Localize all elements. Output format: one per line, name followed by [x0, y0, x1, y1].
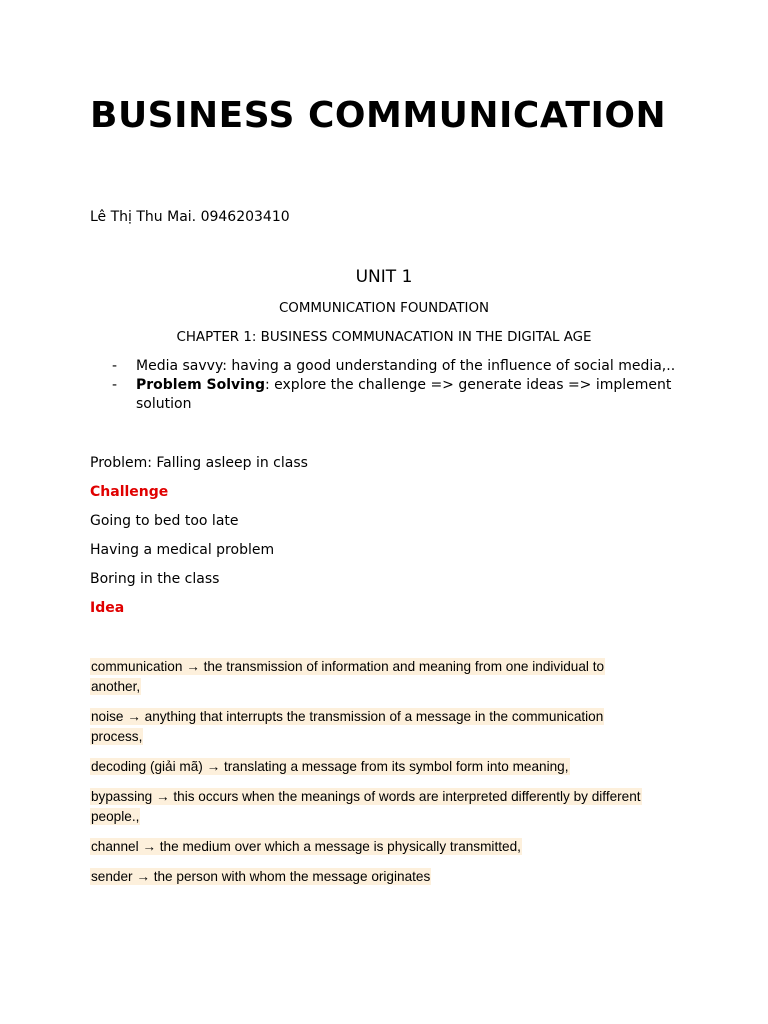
bullet-text-continued: solution	[136, 396, 192, 412]
definition-line: noise → anything that interrupts the transmission of a message in the communication	[91, 709, 604, 724]
definition-line: decoding (giải mã) → translating a message from its symbol form into meaning,	[91, 759, 569, 774]
definition-line: channel → the medium over which a message is physically transmitted,	[91, 839, 521, 854]
definition-line: process,	[91, 729, 143, 744]
chapter-heading: CHAPTER 1: BUSINESS COMMUNACATION IN THE DIGITAL AGE	[176, 330, 592, 345]
bullet-text: Media savvy: having a good understanding of the influence of social media,..	[136, 358, 676, 374]
unit-heading: UNIT 1	[355, 267, 413, 287]
bullet-dash: -	[112, 377, 118, 393]
bullet-dash: -	[112, 358, 118, 374]
bullet-text: : explore the challenge => generate ideas => implement	[264, 377, 672, 393]
definition-line: communication → the transmission of information and meaning from one individual to	[91, 659, 605, 674]
idea-heading: Idea	[90, 600, 125, 616]
definition-line: sender → the person with whom the message originates	[91, 869, 431, 884]
author-line: Lê Thị Thu Mai. 0946203410	[90, 209, 290, 225]
bullet-item	[90, 376, 680, 414]
definition-line: another,	[91, 679, 141, 694]
bullet-item	[90, 357, 680, 376]
challenge-heading: Challenge	[90, 484, 169, 500]
problem-line: Problem: Falling asleep in class	[90, 455, 308, 471]
definition-line: people.,	[91, 809, 140, 824]
document-title: BUSINESS COMMUNICATION	[90, 95, 667, 136]
bullet-list	[90, 357, 680, 414]
section-heading: COMMUNICATION FOUNDATION	[278, 301, 490, 316]
challenge-item: Going to bed too late	[90, 513, 239, 529]
challenge-item: Having a medical problem	[90, 542, 275, 558]
definition-line: bypassing → this occurs when the meanings of words are interpreted differently by different	[91, 789, 641, 804]
bullet-bold-term: Problem Solving	[136, 377, 265, 393]
challenge-item: Boring in the class	[90, 571, 220, 587]
